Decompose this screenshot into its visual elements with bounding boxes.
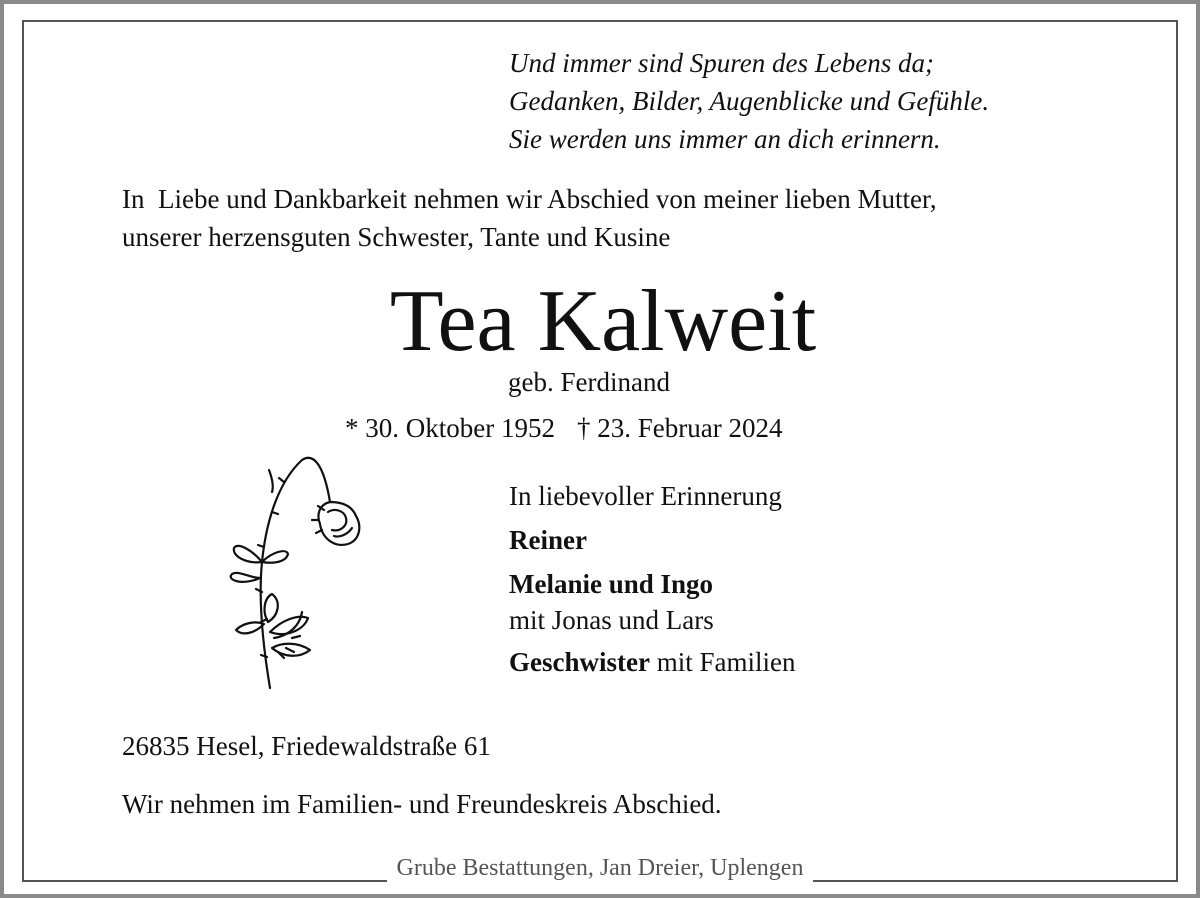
verse-line: Gedanken, Bilder, Augenblicke und Gefühle. <box>509 86 990 116</box>
birth-date: * 30. Oktober 1952 <box>345 413 555 443</box>
deceased-name: Tea Kalweit <box>389 273 817 370</box>
intro-line: unserer herzensguten Schwester, Tante und Kusine <box>122 222 671 252</box>
intro-line: In Liebe und Dankbarkeit nehmen wir Abschied von meiner lieben Mutter, <box>122 184 937 214</box>
life-dates <box>345 410 782 446</box>
verse-line: Und immer sind Spuren des Lebens da; <box>509 48 934 78</box>
intro-text <box>122 180 937 256</box>
address: 26835 Hesel, Friedewaldstraße 61 <box>122 731 491 761</box>
funeral-home: Grube Bestattungen, Jan Dreier, Uplengen <box>387 853 814 883</box>
rose-icon <box>212 452 372 692</box>
verse-line: Sie werden uns immer an dich erinnern. <box>509 124 941 154</box>
mourner-name-bold: Geschwister <box>509 647 650 677</box>
mourner-sub: mit Jonas und Lars <box>509 605 714 635</box>
mourner-name: Reiner <box>509 525 587 555</box>
mourners-heading: In liebevoller Erinnerung <box>509 481 782 511</box>
mourners-list <box>509 478 795 680</box>
mourner-name-rest: mit Familien <box>649 647 796 677</box>
mourner-name: Melanie und Ingo <box>509 569 714 599</box>
death-date: † 23. Februar 2024 <box>576 413 783 443</box>
footer <box>0 853 1200 883</box>
mourner-name <box>509 644 795 680</box>
maiden-name: geb. Ferdinand <box>508 367 670 397</box>
verse <box>509 44 989 158</box>
farewell-note: Wir nehmen im Familien- und Freundeskreis Abschied. <box>122 789 722 819</box>
